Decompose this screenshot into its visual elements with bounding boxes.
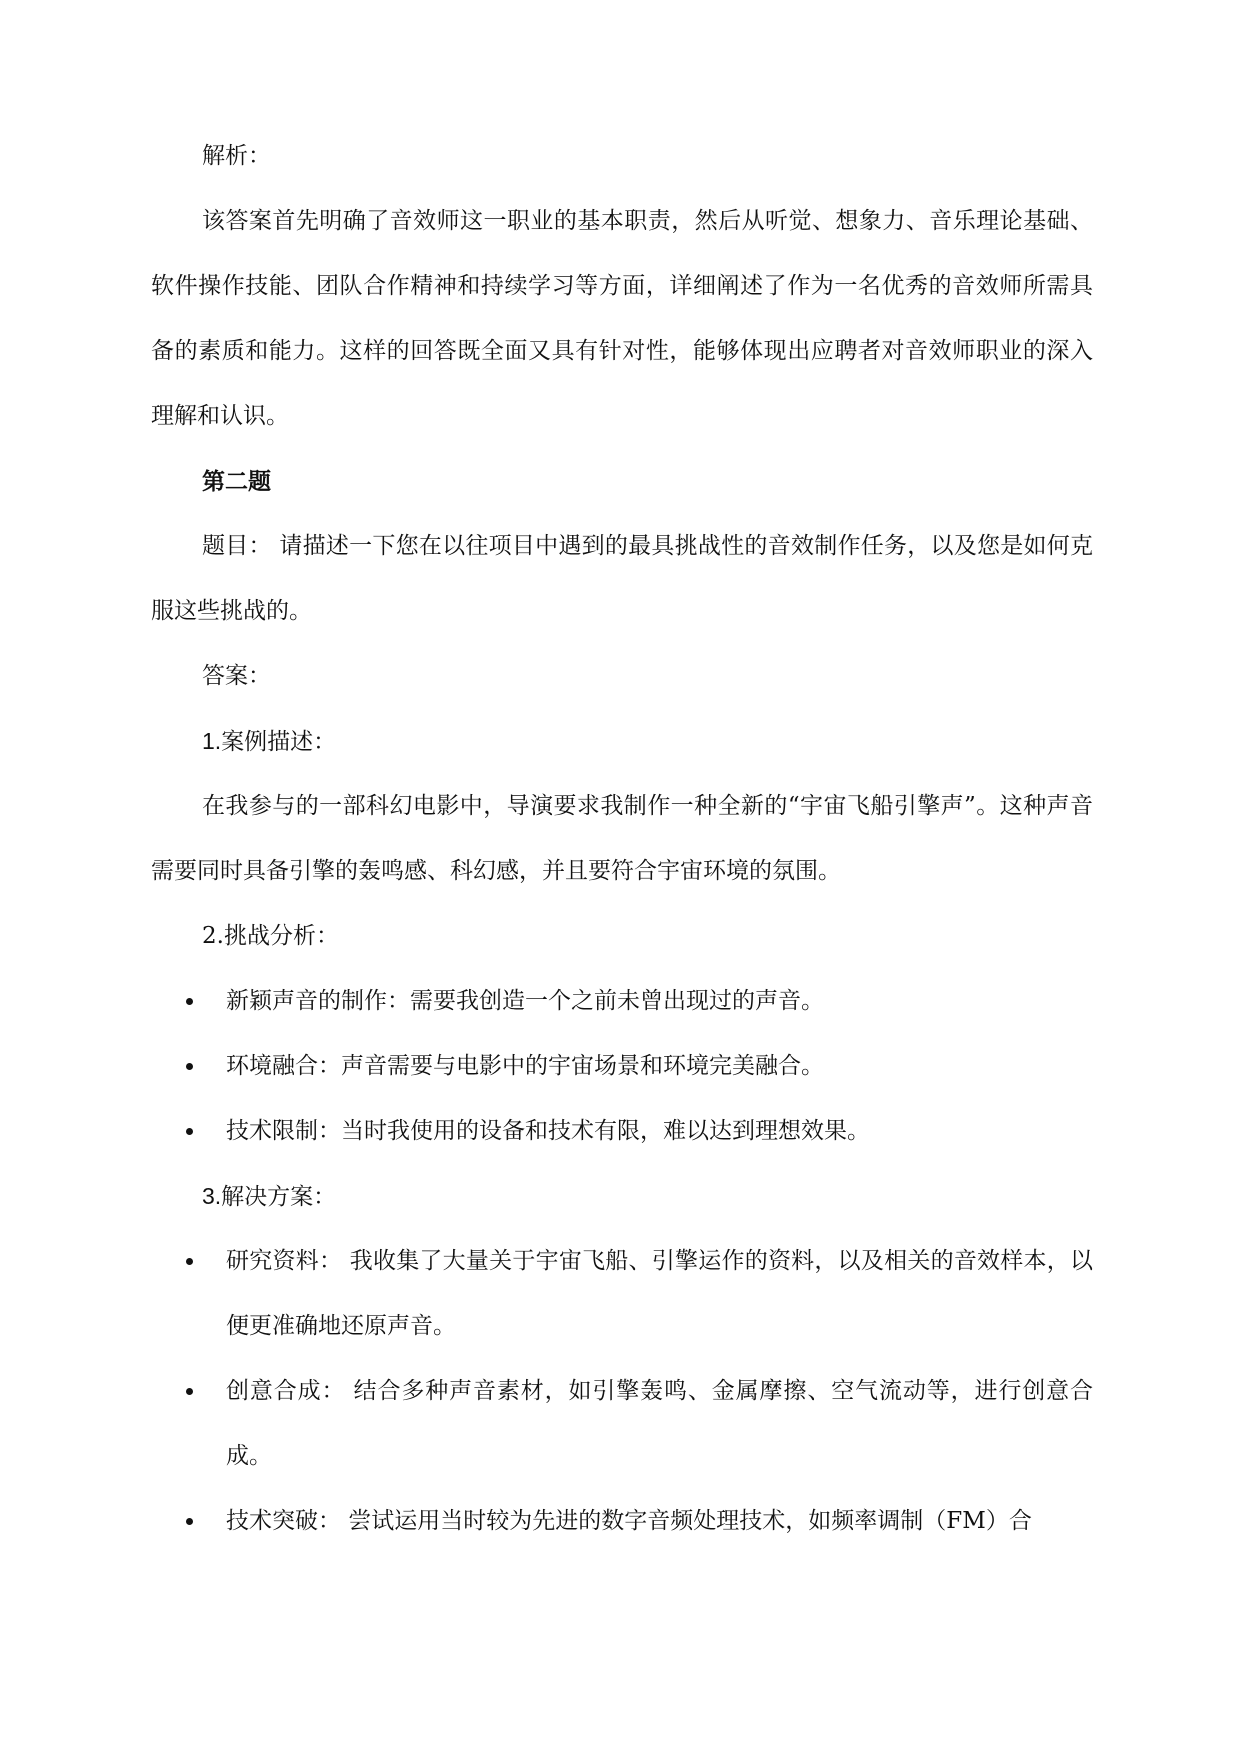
list-item-text: 研究资料： 我收集了大量关于宇宙飞船、引擎运作的资料，以及相关的音效样本，以便更准确地还原声音。	[226, 1248, 1093, 1339]
challenges-list	[151, 969, 1093, 1164]
bullet-icon	[186, 998, 193, 1005]
bullet-icon	[186, 1063, 193, 1070]
question-heading: 第二题	[202, 468, 271, 495]
document-body	[151, 124, 1093, 1554]
bullet-icon	[186, 1128, 193, 1135]
list-item	[151, 1229, 1093, 1359]
bullet-icon	[186, 1258, 193, 1265]
list-item-text: 创意合成： 结合多种声音素材，如引擎轰鸣、金属摩擦、空气流动等，进行创意合成。	[226, 1378, 1093, 1469]
list-item-text: 环境融合：声音需要与电影中的宇宙场景和环境完美融合。	[226, 1053, 824, 1079]
answer-label: 答案：	[202, 663, 271, 689]
list-item	[151, 1034, 1093, 1099]
list-item	[151, 1489, 1093, 1554]
list-item	[151, 1099, 1093, 1164]
solutions-title: 3.解决方案：	[202, 1183, 337, 1209]
case-title: 1.案例描述：	[202, 728, 337, 754]
question-text: 题目： 请描述一下您在以往项目中遇到的最具挑战性的音效制作任务，以及您是如何克服这些挑战的。	[151, 533, 1093, 624]
analysis-paragraph: 该答案首先明确了音效师这一职业的基本职责，然后从听觉、想象力、音乐理论基础、软件操作技能、团队合作精神和持续学习等方面，详细阐述了作为一名优秀的音效师所需具备的素质和能力。这样的回答既全面又具有针对性，能够体现出应聘者对音效师职业的深入理解和认识。	[151, 208, 1093, 429]
solutions-list	[151, 1229, 1093, 1554]
list-item-text: 技术限制：当时我使用的设备和技术有限，难以达到理想效果。	[226, 1118, 870, 1144]
list-item-text: 技术突破： 尝试运用当时较为先进的数字音频处理技术，如频率调制（FM）合	[226, 1508, 1032, 1534]
case-paragraph: 在我参与的一部科幻电影中，导演要求我制作一种全新的“宇宙飞船引擎声”。这种声音需要同时具备引擎的轰鸣感、科幻感，并且要符合宇宙环境的氛围。	[151, 793, 1093, 884]
bullet-icon	[186, 1388, 193, 1395]
analysis-label: 解析：	[202, 143, 271, 169]
list-item-text: 新颖声音的制作：需要我创造一个之前未曾出现过的声音。	[226, 988, 824, 1014]
bullet-icon	[186, 1518, 193, 1525]
list-item	[151, 1359, 1093, 1489]
list-item	[151, 969, 1093, 1034]
challenges-title: 2.挑战分析：	[202, 923, 339, 949]
